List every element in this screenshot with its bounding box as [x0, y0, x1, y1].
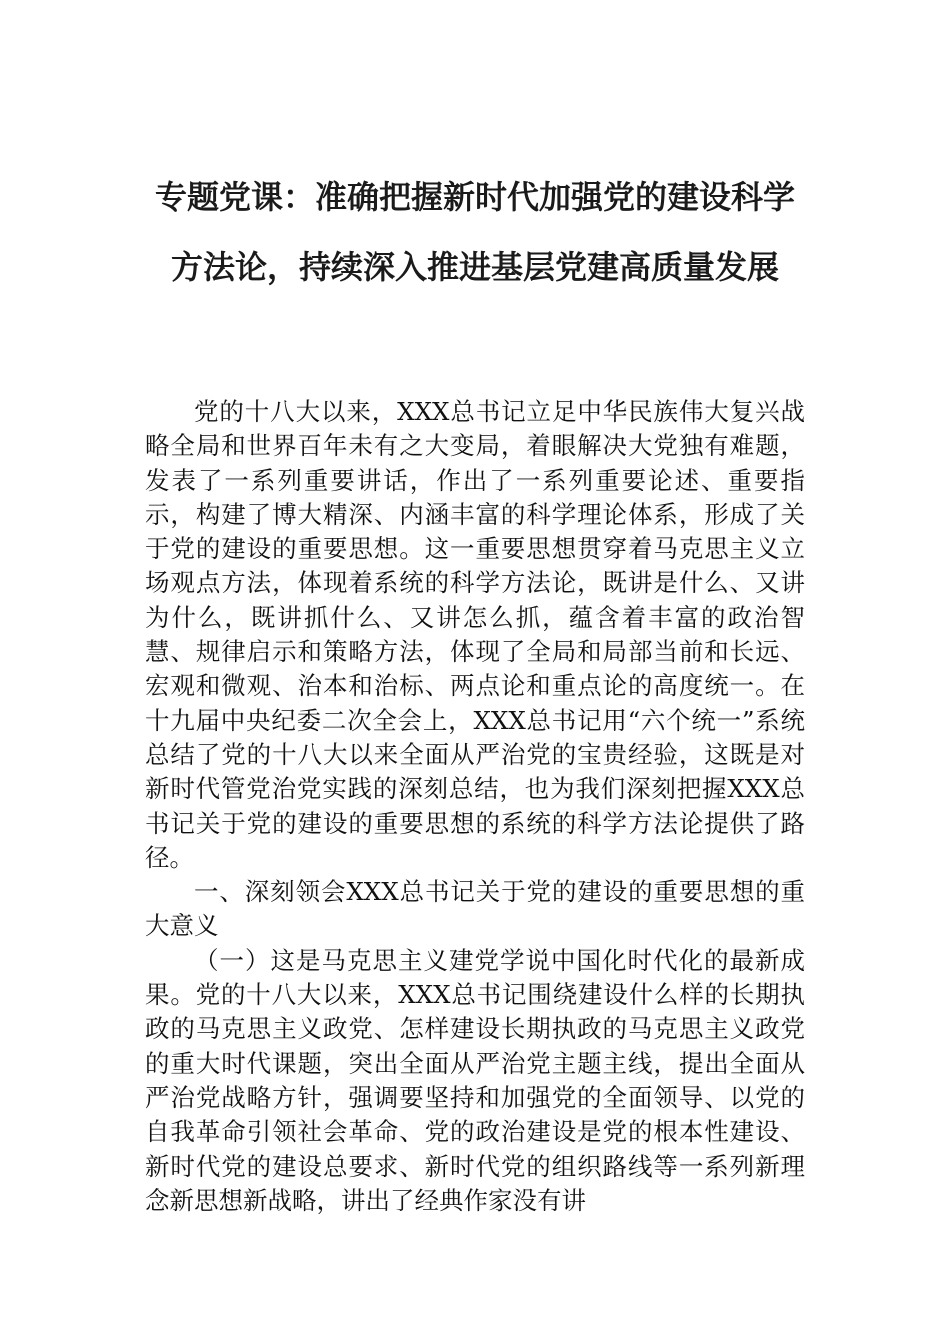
document-title: 专题党课：准确把握新时代加强党的建设科学方法论，持续深入推进基层党建高质量发展 [154, 178, 795, 286]
section-heading: 一、深刻领会XXX总书记关于党的建设的重要思想的重大意义 [145, 877, 805, 941]
document-body [145, 395, 805, 1218]
subsection-paragraph: （一）这是马克思主义建党学说中国化时代化的最新成果。党的十八大以来，XXX总书记围绕建设什么样的长期执政的马克思主义政党、怎样建设长期执政的马克思主义政党的重大时代课题，突出全面从严治党主题主线，提出全面从严治党战略方针，强调要坚持和加强党的全面领导、以党的自我革命引领社会革命、党的政治建设是党的根本性建设、新时代党的建设总要求、新时代党的组织路线等一系列新理念新思想新战略，讲出了经典作家没有讲 [145, 945, 805, 1215]
intro-paragraph: 党的十八大以来，XXX总书记立足中华民族伟大复兴战略全局和世界百年未有之大变局，着眼解决大党独有难题，发表了一系列重要讲话，作出了一系列重要论述、重要指示，构建了博大精深、内涵丰富的科学理论体系，形成了关于党的建设的重要思想。这一重要思想贯穿着马克思主义立场观点方法，体现着系统的科学方法论，既讲是什么、又讲为什么，既讲抓什么、又讲怎么抓，蕴含着丰富的政治智慧、规律启示和策略方法，体现了全局和局部当前和长远、宏观和微观、治本和治标、两点论和重点论的高度统一。在十九届中央纪委二次全会上，XXX总书记用“六个统一”系统总结了党的十八大以来全面从严治党的宝贵经验，这既是对新时代管党治党实践的深刻总结，也为我们深刻把握XXX总书记关于党的建设的重要思想的系统的科学方法论提供了路径。 [145, 397, 805, 872]
